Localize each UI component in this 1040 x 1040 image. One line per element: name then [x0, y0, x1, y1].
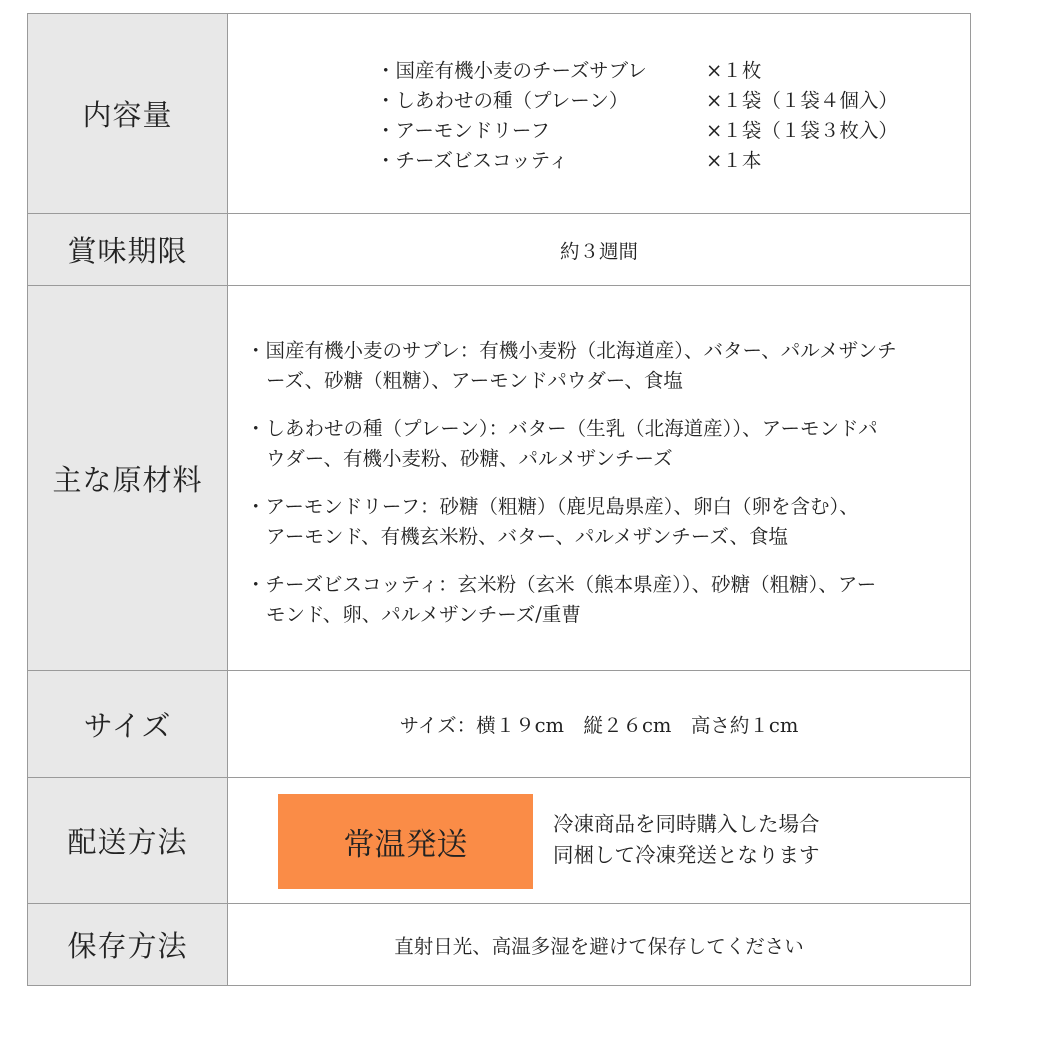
- contents-item-name: ・チーズビスコッティ: [376, 149, 569, 172]
- contents-item-qty: ×１本: [706, 149, 762, 172]
- ingredients-label: 主な原材料: [28, 286, 228, 670]
- ingredient-line: アーモンド、有機玄米粉、バター、パルメザンチーズ、食塩: [266, 525, 789, 548]
- shipping-label: 配送方法: [28, 778, 228, 903]
- product-spec-table: [27, 13, 971, 986]
- list-item: [246, 492, 897, 552]
- contents-item-qty: ×１袋（１袋４個入）: [706, 89, 898, 112]
- row-contents: [28, 14, 970, 214]
- list-item: [376, 116, 898, 146]
- row-ingredients: [28, 286, 970, 671]
- expiry-label: 賞味期限: [28, 214, 228, 285]
- ingredient-line: ウダー、有機小麦粉、砂糖、パルメザンチーズ: [266, 447, 673, 470]
- shipping-note-line: 同梱して冷凍発送となります: [553, 843, 820, 867]
- row-storage: [28, 904, 970, 985]
- ingredient-line: ・アーモンドリーフ：砂糖（粗糖）（鹿児島県産）、卵白（卵を含む）、: [246, 495, 859, 518]
- storage-value-cell: [228, 904, 970, 985]
- shipping-method-badge: 常温発送: [278, 794, 533, 889]
- ingredient-line: ・チーズビスコッティ：玄米粉（玄米（熊本県産））、砂糖（粗糖）、アー: [246, 573, 877, 596]
- shipping-value: [228, 778, 970, 903]
- contents-item-qty: ×１枚: [706, 59, 762, 82]
- ingredient-list: [246, 336, 897, 648]
- row-size: [28, 671, 970, 778]
- list-item: [246, 414, 897, 474]
- shipping-note-line: 冷凍商品を同時購入した場合: [553, 812, 820, 836]
- list-item: [246, 570, 897, 630]
- list-item: [246, 336, 897, 396]
- contents-value: [228, 14, 970, 213]
- storage-value: 直射日光、高温多湿を避けて保存してください: [394, 934, 804, 958]
- ingredient-line: モンド、卵、パルメザンチーズ/重曹: [266, 603, 581, 626]
- list-item: [376, 146, 898, 176]
- size-value: サイズ：横１９cm 縦２６cm 高さ約１cm: [399, 714, 799, 737]
- contents-item-name: ・国産有機小麦のチーズサブレ: [376, 59, 647, 82]
- list-item: [376, 56, 898, 86]
- contents-item-name: ・アーモンドリーフ: [376, 119, 550, 142]
- contents-item-name: ・しあわせの種（プレーン）: [376, 89, 629, 112]
- contents-list: [376, 56, 898, 176]
- contents-item-qty: ×１袋（１袋３枚入）: [706, 119, 898, 142]
- expiry-value-cell: [228, 214, 970, 285]
- ingredient-line: ・しあわせの種（プレーン）：バター（生乳（北海道産））、アーモンドパ: [246, 417, 878, 440]
- ingredient-line: ーズ、砂糖（粗糖）、アーモンドパウダー、食塩: [266, 369, 683, 392]
- storage-label: 保存方法: [28, 904, 228, 985]
- expiry-value: 約３週間: [559, 239, 638, 263]
- row-expiry: [28, 214, 970, 286]
- shipping-note: [553, 809, 820, 871]
- size-value-cell: [228, 671, 970, 777]
- ingredients-value: [228, 286, 970, 670]
- list-item: [376, 86, 898, 116]
- ingredient-line: ・国産有機小麦のサブレ：有機小麦粉（北海道産）、バター、パルメザンチ: [246, 339, 897, 362]
- contents-label: 内容量: [28, 14, 228, 213]
- row-shipping: [28, 778, 970, 904]
- size-label: サイズ: [28, 671, 228, 777]
